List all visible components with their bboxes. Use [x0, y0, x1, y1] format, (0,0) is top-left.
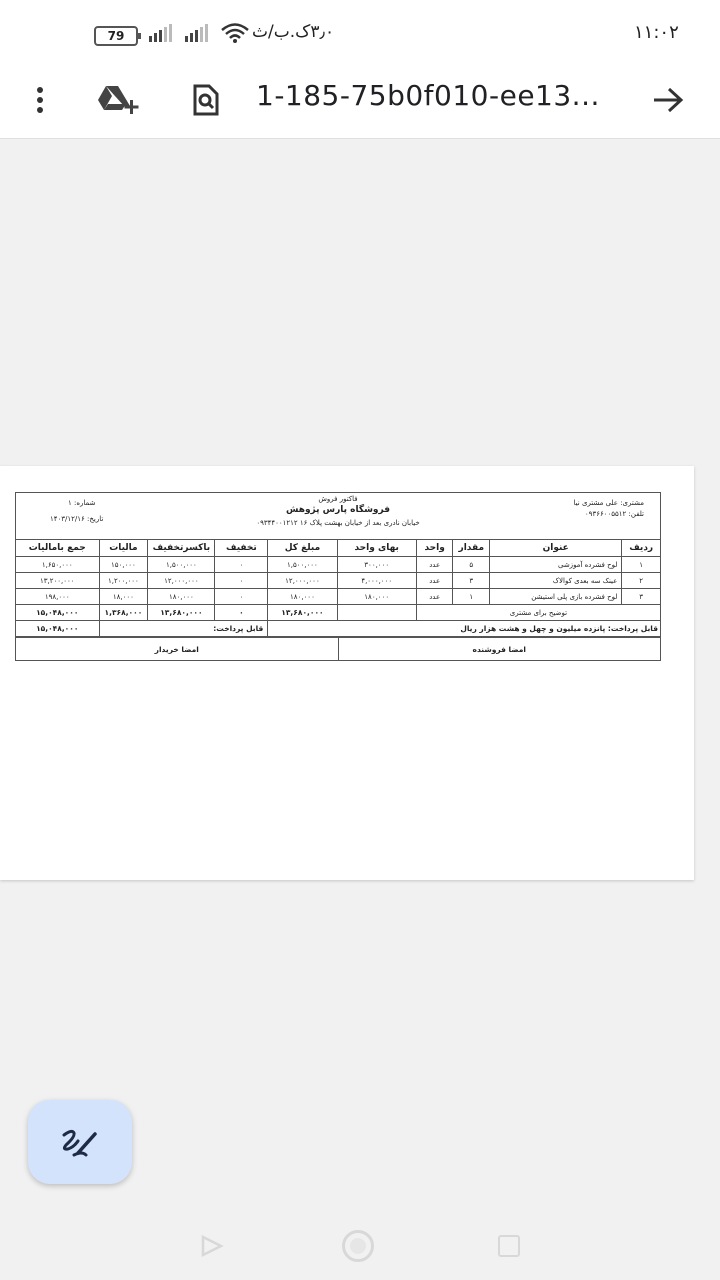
cell-qty: ۵ [453, 557, 490, 573]
signal-strength-icon [148, 24, 174, 42]
cell-after-discount: ۱,۵۰۰,۰۰۰ [148, 557, 215, 573]
cell-row-number: ۳ [622, 589, 661, 605]
cell-tax: ۱,۲۰۰,۰۰۰ [99, 573, 148, 589]
buyer-signature: امضا خریدار [16, 638, 339, 661]
header-row-number: ردیف [622, 540, 661, 557]
cell-tax: ۱۸,۰۰۰ [99, 589, 148, 605]
wifi-icon [220, 22, 250, 44]
annotate-button[interactable] [28, 1100, 132, 1184]
cell-qty: ۳ [453, 573, 490, 589]
recents-icon[interactable] [498, 1235, 520, 1257]
arrow-forward-icon[interactable] [646, 78, 690, 122]
customer-name: مشتری: علی مشتری نیا [573, 499, 644, 507]
cell-total-with-tax: ۱۳,۲۰۰,۰۰۰ [16, 573, 100, 589]
cell-after-discount: ۱۸۰,۰۰۰ [148, 589, 215, 605]
find-in-page-icon[interactable] [184, 78, 228, 122]
cell-total: ۱۸۰,۰۰۰ [268, 589, 337, 605]
drive-add-icon[interactable] [96, 78, 140, 122]
back-icon[interactable] [200, 1234, 224, 1258]
table-row [16, 589, 661, 605]
table-row [16, 557, 661, 573]
payable-amount: ۱۵,۰۴۸,۰۰۰ [16, 621, 100, 637]
invoice-title: فاکتور فروش [318, 495, 358, 503]
invoice-number: شماره: ۱ [68, 499, 96, 507]
cell-row-number: ۲ [622, 573, 661, 589]
header-qty: مقدار [453, 540, 490, 557]
summary-after-discount: ۱۳,۶۸۰,۰۰۰ [148, 605, 215, 621]
header-tax: مالیات [99, 540, 148, 557]
header-unit: واحد [416, 540, 453, 557]
signal-strength-icon-2 [184, 24, 210, 42]
cell-title: لوح فشرده آموزشی [490, 557, 622, 573]
cell-tax: ۱۵۰,۰۰۰ [99, 557, 148, 573]
invoice-items-table [15, 539, 661, 637]
cell-unit-price: ۳۰۰,۰۰۰ [337, 557, 416, 573]
cell-unit-price: ۱۸۰,۰۰۰ [337, 589, 416, 605]
cell-title: عینک سه بعدی کوالاک [490, 573, 622, 589]
seller-signature: امضا فروشنده [338, 638, 661, 661]
signature-row [16, 638, 661, 661]
header-discount: تخفیف [215, 540, 268, 557]
more-vert-icon[interactable] [18, 78, 62, 122]
summary-discount: ۰ [215, 605, 268, 621]
signature-table [15, 637, 661, 661]
cell-row-number: ۱ [622, 557, 661, 573]
invoice-date: تاریخ: ۱۴۰۳/۱۲/۱۶ [50, 515, 104, 523]
cell-unit: عدد [416, 589, 453, 605]
header-unit-price: بهای واحد [337, 540, 416, 557]
document-page [0, 466, 694, 880]
cell-total: ۱,۵۰۰,۰۰۰ [268, 557, 337, 573]
table-header-row [16, 540, 661, 557]
invoice [15, 492, 661, 661]
payable-amount-words: قابل پرداخت: پانزده میلیون و چهل و هشت هزار ریال [268, 621, 661, 637]
payable-label: قابل پرداخت: [99, 621, 268, 637]
header-after-discount: باکسرتخفیف [148, 540, 215, 557]
edit-signature-icon [60, 1125, 100, 1159]
header-title: عنوان [490, 540, 622, 557]
cell-discount: ۰ [215, 557, 268, 573]
battery-indicator: 79 [94, 26, 138, 46]
summary-total-with-tax: ۱۵,۰۴۸,۰۰۰ [16, 605, 100, 621]
payable-row [16, 621, 661, 637]
table-row [16, 573, 661, 589]
cell-after-discount: ۱۲,۰۰۰,۰۰۰ [148, 573, 215, 589]
summary-tax: ۱,۳۶۸,۰۰۰ [99, 605, 148, 621]
clock: ۱۱:۰۲ [634, 22, 679, 43]
cell-unit: عدد [416, 573, 453, 589]
file-title: 1-185-75b0f010-ee13... [256, 79, 600, 112]
customer-note-label: توضیح برای مشتری [416, 605, 660, 621]
cell-unit: عدد [416, 557, 453, 573]
header-total-with-tax: جمع بامالیات [16, 540, 100, 557]
invoice-header [15, 492, 661, 539]
cell-unit-price: ۴,۰۰۰,۰۰۰ [337, 573, 416, 589]
cell-total-with-tax: ۱۹۸,۰۰۰ [16, 589, 100, 605]
cell-qty: ۱ [453, 589, 490, 605]
summary-row [16, 605, 661, 621]
header-total: مبلغ کل [268, 540, 337, 557]
store-name: فروشگاه پارس پژوهش [285, 505, 391, 515]
cell-discount: ۰ [215, 573, 268, 589]
customer-phone: تلفن: ۰۹۳۶۶۰۰۵۵۱۲ [584, 510, 644, 518]
network-speed: ۳٫۰ک.ب/ث [252, 22, 335, 42]
cell-total-with-tax: ۱,۶۵۰,۰۰۰ [16, 557, 100, 573]
summary-empty-cell [337, 605, 416, 621]
store-address: خیابان نادری بعد از خیابان بهشت پلاک ۱۶ ۰۹۳۴۴۰۰۱۲۱۲ [256, 519, 420, 527]
system-nav-bar [0, 1212, 720, 1280]
cell-total: ۱۲,۰۰۰,۰۰۰ [268, 573, 337, 589]
viewer-toolbar [0, 62, 720, 139]
cell-discount: ۰ [215, 589, 268, 605]
status-bar [0, 0, 720, 62]
cell-title: لوح فشرده بازی پلی استیشن [490, 589, 622, 605]
summary-total: ۱۳,۶۸۰,۰۰۰ [268, 605, 337, 621]
home-icon[interactable] [342, 1230, 374, 1262]
